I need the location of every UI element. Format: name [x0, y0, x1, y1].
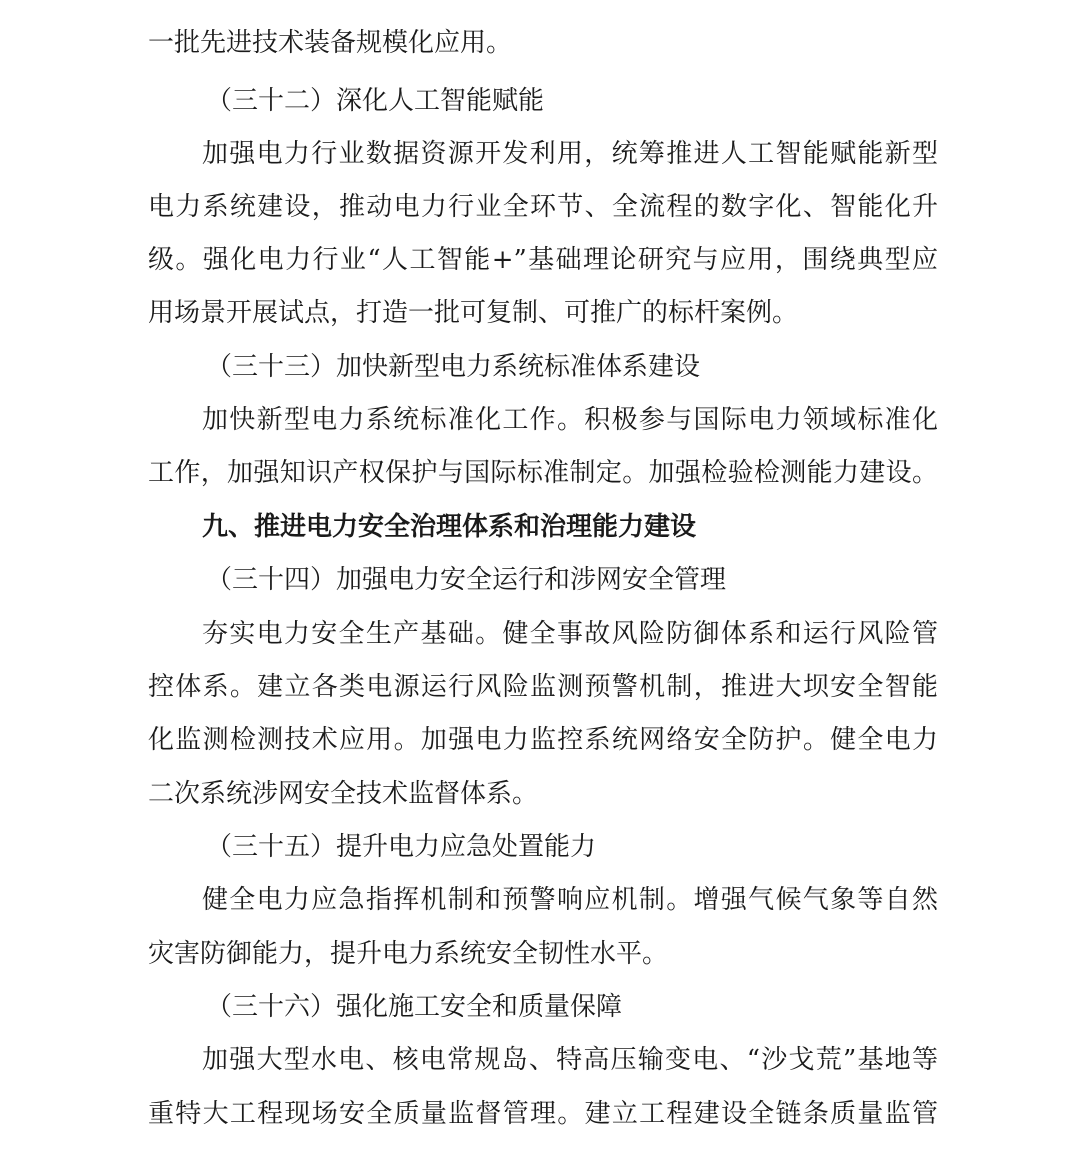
paragraph-line: 重特大工程现场安全质量监督管理。建立工程建设全链条质量监管 — [148, 1099, 938, 1129]
section-heading-32: （三十二）深化人工智能赋能 — [206, 86, 545, 116]
paragraph-line: 二次系统涉网安全技术监督体系。 — [148, 779, 539, 809]
paragraph-line: 电力系统建设，推动电力行业全环节、全流程的数字化、智能化升 — [148, 192, 938, 222]
section-heading-35: （三十五）提升电力应急处置能力 — [206, 832, 597, 862]
section-heading-36: （三十六）强化施工安全和质量保障 — [206, 992, 623, 1022]
paragraph-line: 用场景开展试点，打造一批可复制、可推广的标杆案例。 — [148, 298, 799, 328]
paragraph-line: 加强大型水电、核电常规岛、特高压输变电、“沙戈荒”基地等 — [202, 1045, 938, 1075]
section-heading-34: （三十四）加强电力安全运行和涉网安全管理 — [206, 565, 727, 595]
paragraph-line: 加强电力行业数据资源开发利用，统筹推进人工智能赋能新型 — [202, 139, 938, 169]
paragraph-line: 灾害防御能力，提升电力系统安全韧性水平。 — [148, 939, 669, 969]
paragraph-line: 加快新型电力系统标准化工作。积极参与国际电力领域标准化 — [202, 405, 938, 435]
paragraph-line: 化监测检测技术应用。加强电力监控系统网络安全防护。健全电力 — [148, 725, 938, 755]
paragraph-line: 工作，加强知识产权保护与国际标准制定。加强检验检测能力建设。 — [148, 458, 938, 488]
paragraph-line: 一批先进技术装备规模化应用。 — [148, 28, 513, 58]
paragraph-line: 夯实电力安全生产基础。健全事故风险防御体系和运行风险管 — [202, 619, 938, 649]
chapter-heading-9: 九、推进电力安全治理体系和治理能力建设 — [202, 512, 697, 542]
paragraph-line: 健全电力应急指挥机制和预警响应机制。增强气候气象等自然 — [202, 885, 938, 915]
section-heading-33: （三十三）加快新型电力系统标准体系建设 — [206, 352, 701, 382]
paragraph-line: 级。强化电力行业“人工智能+”基础理论研究与应用，围绕典型应 — [148, 245, 938, 275]
paragraph-line: 控体系。建立各类电源运行风险监测预警机制，推进大坝安全智能 — [148, 672, 938, 702]
